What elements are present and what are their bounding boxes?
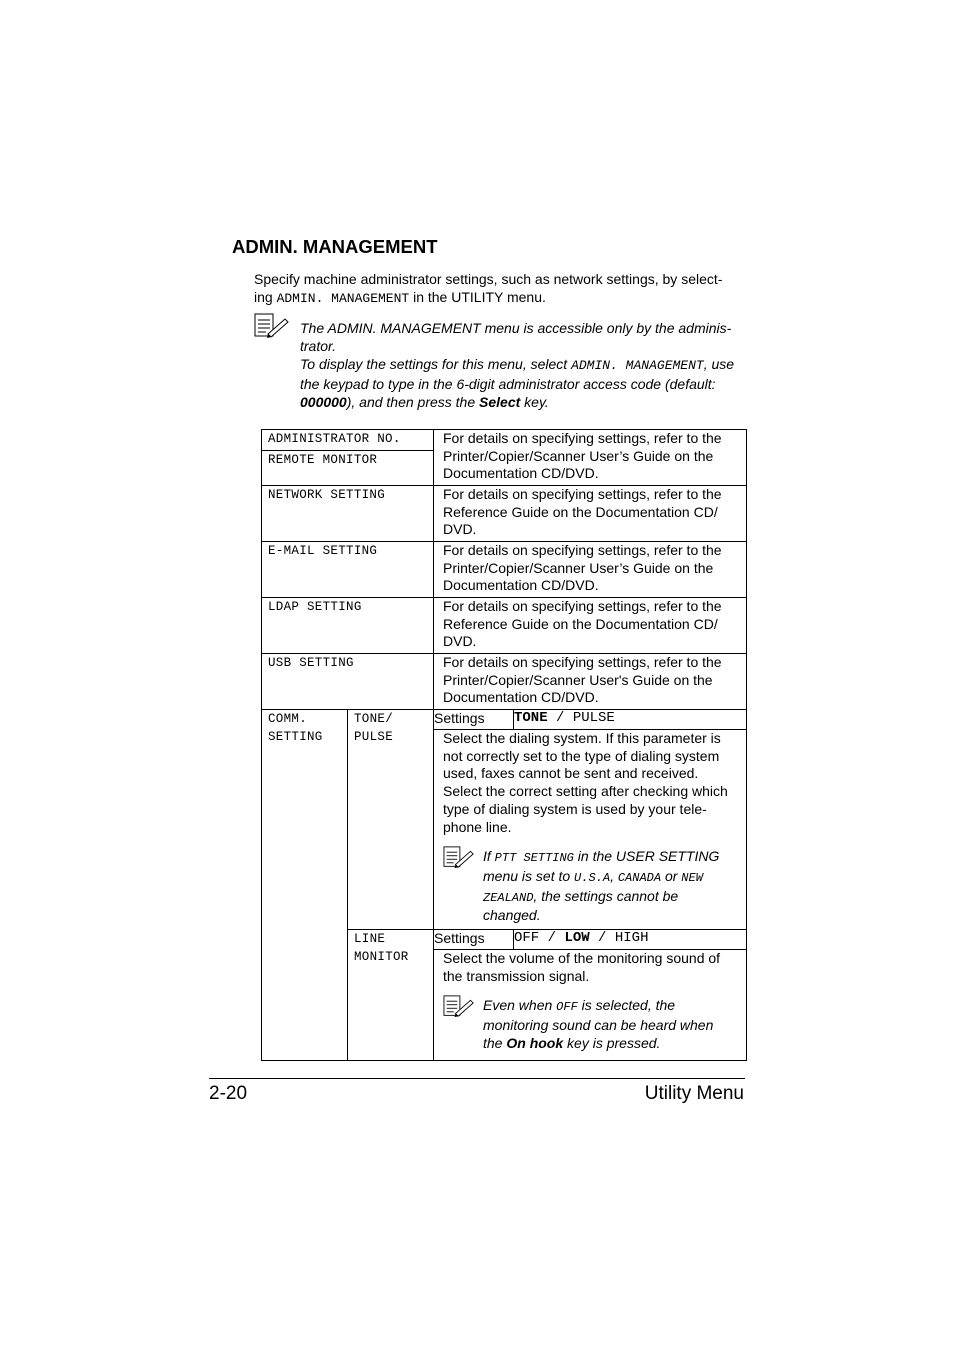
table-row bbox=[262, 598, 747, 654]
note-pencil-icon bbox=[443, 846, 475, 869]
setting-description: For details on specifying settings, refer to the Reference Guide on the Documentation CD/ DVD. bbox=[434, 598, 747, 654]
setting-description: For details on specifying settings, refer to the Printer/Copier/Scanner User’s Guide on the Documentation CD/DVD. bbox=[434, 542, 747, 598]
table-row bbox=[262, 486, 747, 542]
admin-note-line2: To display the settings for this menu, select ADMIN. MANAGEMENT, use the keypad to type in the 6-digit administrator access code (default: 000000), and then press the Select key. bbox=[300, 356, 735, 410]
table-row bbox=[262, 542, 747, 598]
setting-ldap: LDAP SETTING bbox=[262, 598, 434, 654]
tone-pulse-values: TONE / PULSE bbox=[514, 710, 747, 730]
line-monitor-description: Select the volume of the monitoring sound of the transmission signal. Even when OFF is selected, the monitoring sound can be heard when the On hook key is pressed. bbox=[434, 950, 747, 1061]
settings-label: Settings bbox=[434, 930, 514, 950]
setting-administrator-no: ADMINISTRATOR NO. bbox=[262, 430, 434, 451]
table-row bbox=[262, 430, 747, 451]
setting-email: E-MAIL SETTING bbox=[262, 542, 434, 598]
table-row bbox=[262, 710, 747, 730]
setting-description: For details on specifying settings, refer to the Printer/Copier/Scanner User's Guide on the Documentation CD/DVD. bbox=[434, 654, 747, 710]
line-monitor-note: Even when OFF is selected, the monitoring sound can be heard when the On hook key is pressed. bbox=[443, 997, 740, 1056]
table-row bbox=[262, 654, 747, 710]
setting-network: NETWORK SETTING bbox=[262, 486, 434, 542]
default-code: 000000 bbox=[300, 394, 347, 410]
setting-comm: COMM. SETTING bbox=[262, 710, 348, 1061]
note-pencil-icon bbox=[254, 313, 290, 339]
admin-settings-table bbox=[261, 429, 747, 1061]
admin-note-line1: The ADMIN. MANAGEMENT menu is accessible only by the adminis- trator. bbox=[300, 320, 732, 354]
line-monitor-values: OFF / LOW / HIGH bbox=[514, 930, 747, 950]
admin-note-text bbox=[300, 319, 750, 411]
tone-pulse-description: Select the dialing system. If this parameter is not correctly set to the type of dialing system used, faxes cannot be sent and received. Select the correct setting after checking which type of dialing system is used by your tele- phone line. If PTT SETTING in the USER SETTING menu is set to U.S.A, CANADA or NEW ZEALAND, the settings cannot be changed. bbox=[434, 730, 747, 930]
setting-line-monitor: LINE MONITOR bbox=[348, 930, 434, 1061]
on-hook-key-label: On hook bbox=[506, 1034, 564, 1051]
intro-menu-code: ADMIN. MANAGEMENT bbox=[276, 291, 410, 306]
select-key-label: Select bbox=[479, 394, 521, 410]
intro-paragraph bbox=[254, 270, 744, 308]
note-pencil-icon bbox=[443, 995, 475, 1018]
setting-tone-pulse: TONE/ PULSE bbox=[348, 710, 434, 930]
intro-text-end: in the UTILITY menu. bbox=[409, 289, 546, 305]
page-number: 2-20 bbox=[209, 1083, 248, 1104]
settings-label: Settings bbox=[434, 710, 514, 730]
admin-note-menu-code: ADMIN. MANAGEMENT bbox=[571, 358, 704, 373]
footer-section-title: Utility Menu bbox=[644, 1083, 744, 1104]
section-heading: ADMIN. MANAGEMENT bbox=[232, 236, 438, 257]
tone-pulse-note: If PTT SETTING in the USER SETTING menu is set to U.S.A, CANADA or NEW ZEALAND, the settings cannot be changed. bbox=[443, 848, 740, 929]
setting-usb: USB SETTING bbox=[262, 654, 434, 710]
setting-description: For details on specifying settings, refer to the Reference Guide on the Documentation CD/ DVD. bbox=[434, 486, 747, 542]
intro-text: Specify machine administrator settings, such as network settings, by select- ing bbox=[254, 271, 723, 305]
setting-remote-monitor: REMOTE MONITOR bbox=[262, 451, 434, 486]
footer-divider bbox=[209, 1078, 745, 1079]
setting-description: For details on specifying settings, refer to the Printer/Copier/Scanner User’s Guide on the Documentation CD/DVD. bbox=[434, 430, 747, 486]
